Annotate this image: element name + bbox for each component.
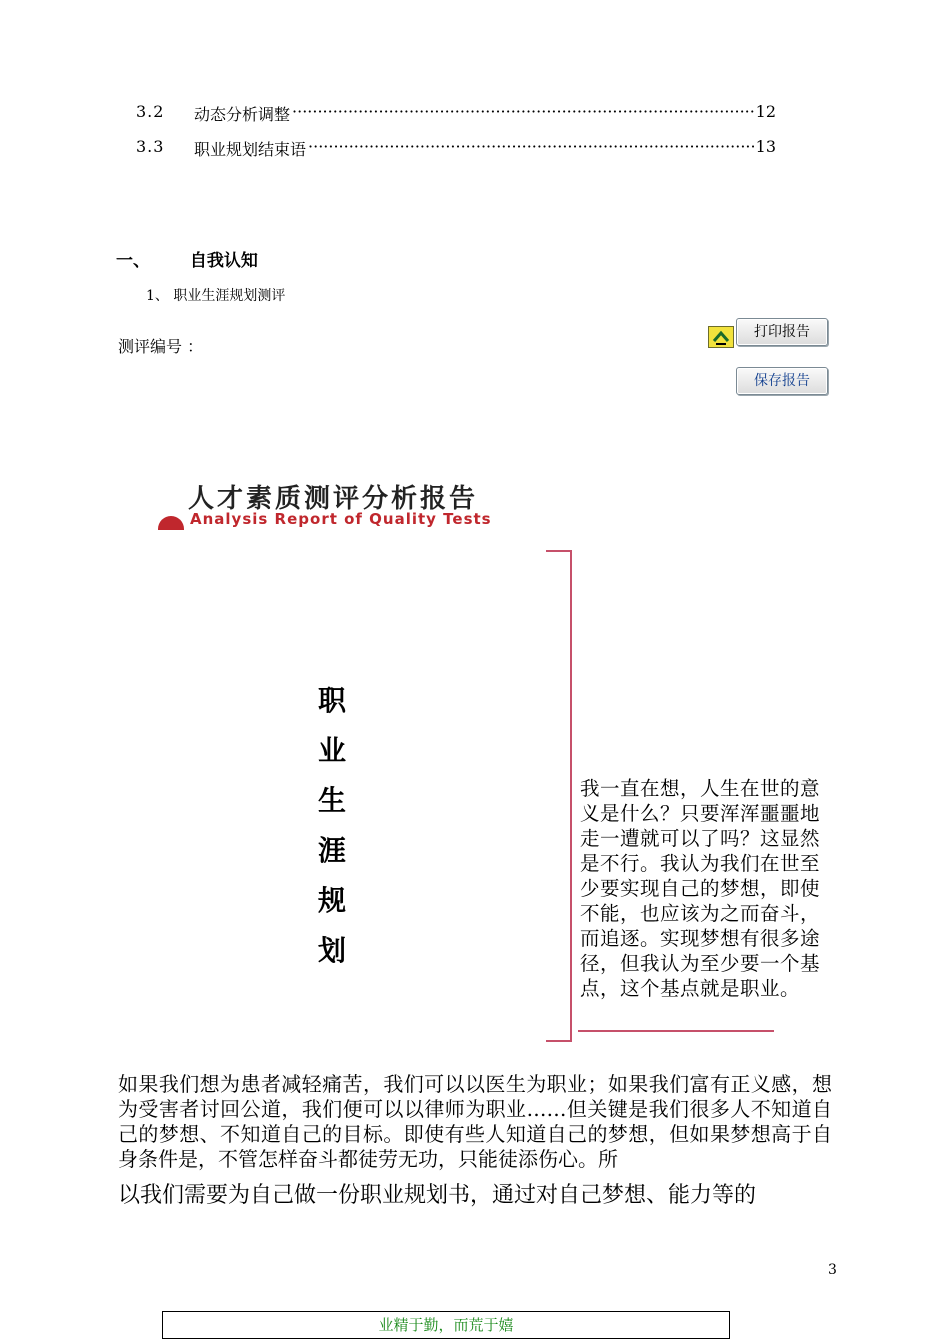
report-logo-icon [158,516,184,530]
toc-title: 动态分析调整 [194,105,291,124]
section-number: 一、 [116,251,150,271]
report-title-en: Analysis Report of Quality Tests [190,510,492,528]
toc-page-number: 13 [755,137,776,156]
toc-leader-dots [308,137,754,160]
save-report-button[interactable]: 保存报告 [736,367,828,395]
subsection-heading: 1、 职业生涯规划测评 [146,288,286,304]
toc-title: 职业规划结束语 [194,140,307,159]
vertical-title-char: 业 [317,734,346,767]
vertical-title-char: 职 [317,684,346,717]
eval-number-label: 测评编号 ： [118,337,204,356]
toc-number: 3.2 [136,102,165,121]
toc-entry [136,102,776,125]
section-title: 自我认知 [189,251,258,271]
quote-text: 我一直在想，人生在世的意义是什么？只要浑浑噩噩地走一遭就可以了吗？这显然是不行。我认为我们在世至少要实现自己的梦想，即使不能，也应该为之而奋斗，而追逐。实现梦想有很多途径，但我认为至少要一个基点，这个基点就是职业。 [580,777,821,1000]
vertical-title-char: 生 [317,784,346,817]
vertical-title-char: 规 [317,884,346,917]
toc-leader-dots [292,102,754,125]
vertical-title [316,684,348,984]
body-paragraph: 如果我们想为患者减轻痛苦，我们可以以医生为职业；如果我们富有正义感，想为受害者讨回公道，我们便可以以律师为职业……但关键是我们很多人不知道自己的梦想、不知道自己的目标。即使有些人知道自己的梦想，但如果梦想高于自身条件是，不管怎样奋斗都徒劳无功，只能徒添伤心。所 [118,1072,832,1171]
printer-icon-glyph [709,327,733,347]
print-report-button[interactable]: 打印报告 [736,318,828,346]
vertical-title-char: 划 [317,934,346,967]
printer-icon[interactable] [708,326,734,348]
body-paragraph-continued: 以我们需要为自己做一份职业规划书，通过对自己梦想、能力等的 [118,1183,757,1208]
toc-entry [136,137,776,160]
footer-motto: 业精于勤，而荒于嬉 [162,1311,730,1339]
report-title-cn: 人才素质测评分析报告 [188,484,479,514]
quote-underline [578,1030,774,1032]
toc-page-number: 12 [755,102,776,121]
toc-number: 3.3 [136,137,165,156]
vertical-title-char: 涯 [317,834,346,867]
page-number: 3 [828,1262,837,1278]
decorative-bracket [546,550,572,1042]
section-heading [116,246,258,271]
